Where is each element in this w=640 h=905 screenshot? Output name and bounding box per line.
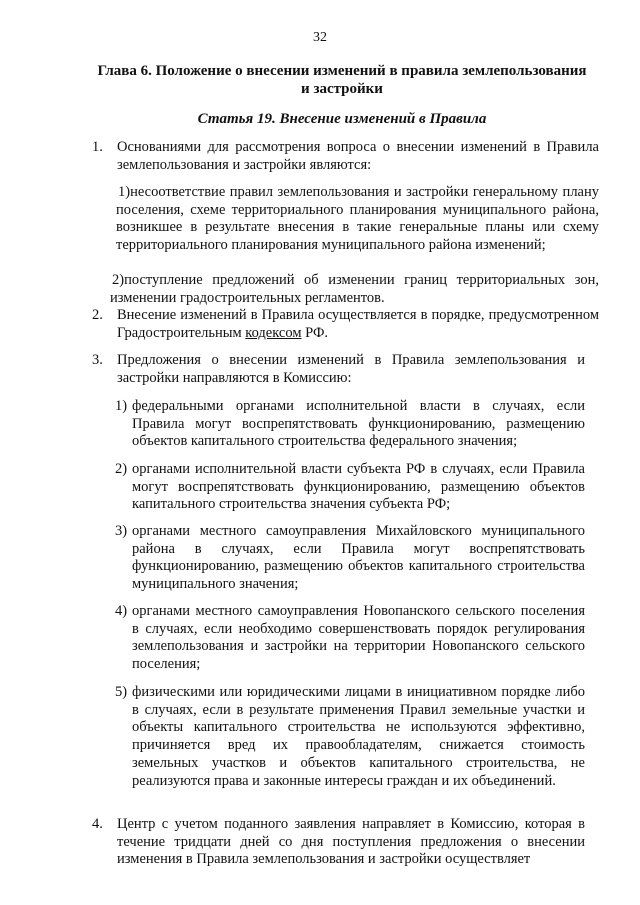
item-3-sub-5-text: физическими или юридическими лицами в инициативном порядке либо в случаях, если в результате применения Правил земельные участки и объекты капитального строительства не используются эффективно, причиняется вред их правообладателям, снижается стоимость земельных участков и объектов капитального строительства, не реализуются права и законные интересы граждан и их объединений. [132, 684, 585, 789]
item-4-text: Центр с учетом поданного заявления направляет в Комиссию, которая в течение тридцати дней со дня поступления предложения о внесении изменения в Правила землепользования и застройки осуществляет [117, 816, 585, 868]
item-1-sub-1-text: несоответствие правил землепользования и застройки генеральному плану поселения, схеме территориального планирования муниципального района, возникшее в результате внесения в такие генеральные планы или схему территориального планирования муниципального района изменений; [116, 184, 599, 254]
item-2-text-before: Внесение изменений в Правила осуществляется в порядке, предусмотренном Градостроительным [117, 307, 599, 341]
item-3-sub-5-number: 5) [115, 684, 128, 700]
item-4-number: 4. [92, 816, 103, 832]
item-3-sub-4-text: органами местного самоуправления Новопанского сельского поселения в случаях, если необходимо совершенствовать порядок регулирования землепользования и застройки на территории Новопанского сельского поселения; [132, 603, 585, 673]
item-3-text: Предложения о внесении изменений в Правила землепользования и застройки направляются в Комиссию: [117, 352, 585, 386]
item-1-sub-1-number: 1) [118, 184, 131, 200]
item-3-sub-3-text: органами местного самоуправления Михайловского муниципального района в случаях, если Правила могут воспрепятствовать функционированию, размещению объектов капитального строительства муниципального значения; [132, 523, 585, 593]
item-3-sub-2-number: 2) [115, 461, 128, 477]
codex-link[interactable]: кодексом [245, 324, 302, 341]
item-2-text-after: РФ. [301, 324, 329, 341]
page-number: 32 [313, 30, 327, 45]
item-1-sub-2-text: поступление предложений об изменении границ территориальных зон, изменении градостроительных регламентов. [110, 272, 599, 306]
article-title: Статья 19. Внесение изменений в Правила [197, 111, 487, 127]
item-3-sub-4-number: 4) [115, 603, 128, 619]
item-3-sub-1-text: федеральными органами исполнительной власти в случаях, если Правила могут воспрепятствовать функционированию, размещению объектов капитального строительства федерального значения; [132, 398, 585, 450]
item-1-sub-2 [110, 272, 599, 307]
item-2-number: 2. [92, 307, 103, 323]
item-1-text: Основаниями для рассмотрения вопроса о внесении изменений в Правила землепользования и застройки являются: [117, 139, 599, 173]
item-3-sub-3-number: 3) [115, 523, 128, 539]
item-2-text [117, 307, 599, 342]
item-1-sub-1 [116, 184, 599, 255]
item-1-number: 1. [92, 139, 103, 155]
item-3-sub-2-text: органами исполнительной власти субъекта РФ в случаях, если Правила могут воспрепятствовать функционированию, размещению объектов капитального строительства значения субъекта РФ; [132, 461, 585, 513]
item-1-sub-2-number: 2) [112, 272, 125, 288]
chapter-title: Глава 6. Положение о внесении изменений в правила землепользования и застройки [97, 63, 587, 97]
item-3-number: 3. [92, 352, 103, 368]
item-3-sub-1-number: 1) [115, 398, 128, 414]
